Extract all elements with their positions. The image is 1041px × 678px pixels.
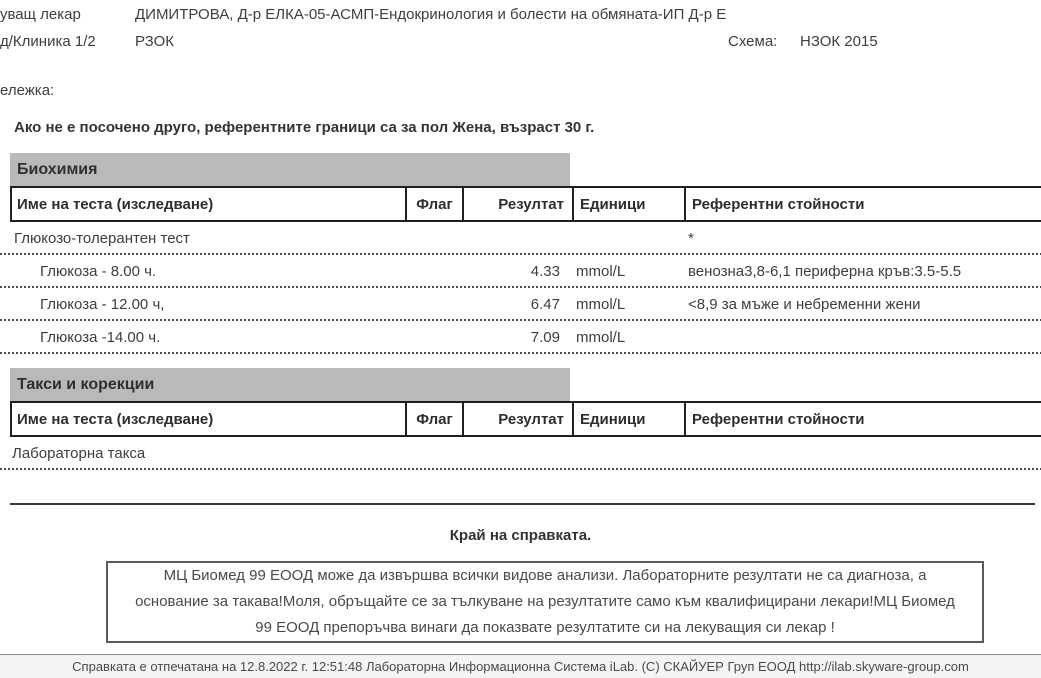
table-row: [0, 288, 1041, 321]
clinic-value: РЗОК: [135, 33, 174, 50]
table-row: [0, 255, 1041, 288]
test-reference: *: [688, 230, 694, 247]
end-of-report-text: Край на справката.: [449, 527, 592, 544]
test-result: 4.33: [530, 263, 560, 280]
column-header-flag: Флаг: [405, 188, 462, 220]
test-units: mmol/L: [576, 329, 626, 346]
column-header-units: Единици: [572, 188, 684, 220]
section-title-biochemistry: Биохимия: [10, 153, 570, 186]
clinic-label: д/Клиника 1/2: [0, 33, 96, 50]
column-header-reference: Референтни стойности: [684, 403, 1041, 435]
column-header-result: Резултат: [462, 188, 572, 220]
column-header-flag: Флаг: [405, 403, 462, 435]
section-title-fees: Такси и корекции: [10, 368, 570, 401]
column-header-test-name: Име на теста (изследване): [17, 410, 214, 428]
table-row: [0, 321, 1041, 354]
doctor-value: ДИМИТРОВА, Д-р ЕЛКА-05-АСМП-Ендокринология и болести на обмяната-ИП Д-р Е: [135, 6, 727, 23]
test-name: Глюкозо-толерантен тест: [14, 230, 190, 247]
disclaimer-text: МЦ Биомед 99 ЕООД може да извършва всички видове анализи. Лабораторните резултати не са диагноза, а основание за такава!Моля, обръщайте се за тълкуване на резултатите само към квалифицирани лекари!МЦ Биомед 99 ЕООД препоръчва винаги да показвате резултатите си на лекуващия си лекар !: [135, 567, 955, 636]
test-name: Лабораторна такса: [12, 445, 146, 462]
biochem-table-rows: [0, 222, 1041, 354]
doctor-label: уващ лекар: [0, 6, 81, 23]
test-reference: <8,9 за мъже и небременни жени: [688, 296, 921, 313]
test-result: 7.09: [530, 329, 560, 346]
test-name: Глюкоза -14.00 ч.: [40, 329, 161, 346]
note-label: ележка:: [0, 82, 55, 99]
scheme-value: НЗОК 2015: [800, 33, 878, 50]
column-header-units: Единици: [572, 403, 684, 435]
test-units: mmol/L: [576, 296, 626, 313]
test-name: Глюкоза - 8.00 ч.: [40, 263, 157, 280]
table-row: [0, 222, 1041, 255]
scheme-label: Схема:: [728, 33, 778, 50]
test-units: mmol/L: [576, 263, 626, 280]
footer-printed-info: Справката е отпечатана на 12.8.2022 г. 12:51:48 Лабораторна Информационна Система iLab. (С) СКАЙУЕР Груп ЕООД http://ilab.skyware-group.com: [72, 659, 969, 674]
test-result: 6.47: [530, 296, 560, 313]
reference-note: Ако не е посочено друго, референтните граници са за пол Жена, възраст 30 г.: [14, 119, 595, 136]
column-header-test-name: Име на теста (изследване): [17, 195, 214, 213]
fees-table-header: [10, 401, 1041, 437]
test-reference: венозна3,8-6,1 периферна кръв:3.5-5.5: [688, 263, 962, 280]
column-header-result: Резултат: [462, 403, 572, 435]
disclaimer-box: [106, 561, 984, 643]
test-name: Глюкоза - 12.00 ч,: [40, 296, 165, 313]
biochem-table-header: [10, 186, 1041, 222]
report-end-divider: [10, 503, 1035, 505]
column-header-reference: Референтни стойности: [684, 188, 1041, 220]
table-row: [0, 437, 1041, 470]
fees-table-rows: [0, 437, 1041, 470]
